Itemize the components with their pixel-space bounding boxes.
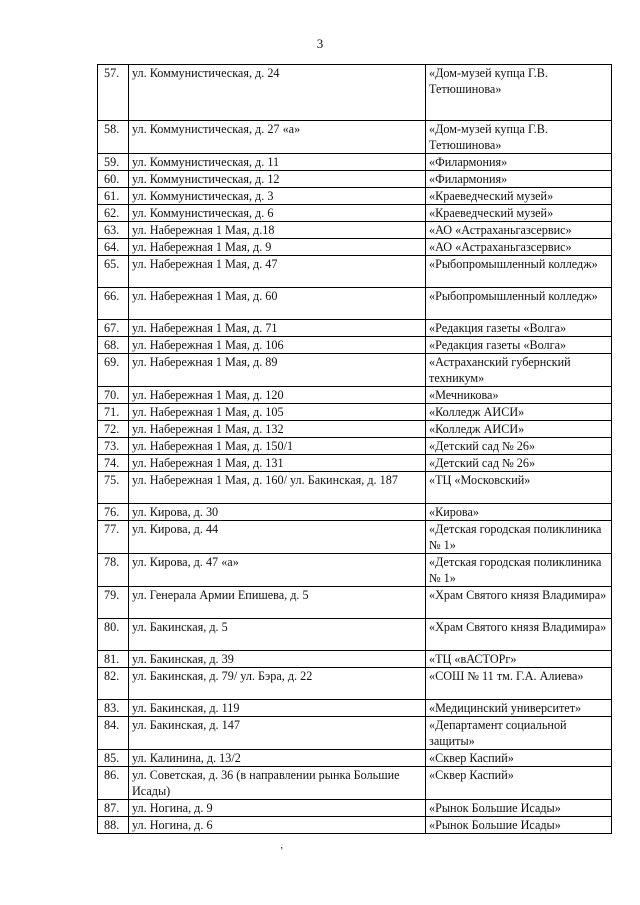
row-stop-name: «СОШ № 11 тм. Г.А. Алиева» xyxy=(426,668,612,700)
row-stop-name: «Сквер Каспий» xyxy=(426,767,612,800)
row-stop-name: «Колледж АИСИ» xyxy=(426,404,612,421)
row-address: ул. Калинина, д. 13/2 xyxy=(129,750,426,767)
row-stop-name: «Детская городская поликлиника № 1» xyxy=(426,521,612,554)
table-row xyxy=(98,700,612,717)
row-stop-name: «Храм Святого князя Владимира» xyxy=(426,619,612,651)
row-address: ул. Коммунистическая, д. 11 xyxy=(129,154,426,171)
row-stop-name: «Колледж АИСИ» xyxy=(426,421,612,438)
row-address: ул. Коммунистическая, д. 12 xyxy=(129,171,426,188)
table-row xyxy=(98,587,612,619)
table-row xyxy=(98,154,612,171)
row-number: 60. xyxy=(98,171,129,188)
row-number: 83. xyxy=(98,700,129,717)
row-stop-name: «Детский сад № 26» xyxy=(426,455,612,472)
row-stop-name: «Рыбопромышленный колледж» xyxy=(426,256,612,288)
table-row xyxy=(98,455,612,472)
row-number: 88. xyxy=(98,817,129,834)
row-number: 58. xyxy=(98,121,129,154)
row-address: ул. Набережная 1 Мая, д. 120 xyxy=(129,387,426,404)
row-number: 70. xyxy=(98,387,129,404)
row-number: 76. xyxy=(98,504,129,521)
row-stop-name: «Краеведческий музей» xyxy=(426,205,612,222)
table-row xyxy=(98,554,612,587)
row-stop-name: «Редакция газеты «Волга» xyxy=(426,320,612,337)
row-number: 79. xyxy=(98,587,129,619)
row-address: ул. Коммунистическая, д. 6 xyxy=(129,205,426,222)
row-address: ул. Кирова, д. 30 xyxy=(129,504,426,521)
row-stop-name: «Детская городская поликлиника № 1» xyxy=(426,554,612,587)
table-row xyxy=(98,171,612,188)
row-number: 61. xyxy=(98,188,129,205)
row-stop-name: «Медицинский университет» xyxy=(426,700,612,717)
table-row xyxy=(98,521,612,554)
row-address: ул. Кирова, д. 47 «а» xyxy=(129,554,426,587)
table-row xyxy=(98,750,612,767)
row-address: ул. Набережная 1 Мая, д. 60 xyxy=(129,288,426,320)
row-address: ул. Ногина, д. 6 xyxy=(129,817,426,834)
row-stop-name: «Краеведческий музей» xyxy=(426,188,612,205)
row-address: ул. Набережная 1 Мая, д. 47 xyxy=(129,256,426,288)
row-number: 66. xyxy=(98,288,129,320)
row-address: ул. Набережная 1 Мая, д. 131 xyxy=(129,455,426,472)
table-row xyxy=(98,222,612,239)
row-stop-name: «Департамент социальной защиты» xyxy=(426,717,612,750)
row-number: 63. xyxy=(98,222,129,239)
row-number: 81. xyxy=(98,651,129,668)
row-address: ул. Советская, д. 36 (в направлении рынка Большие Исады) xyxy=(129,767,426,800)
row-number: 68. xyxy=(98,337,129,354)
table-row xyxy=(98,188,612,205)
row-address: ул. Набережная 1 Мая, д. 89 xyxy=(129,354,426,387)
row-stop-name: «Рынок Большие Исады» xyxy=(426,817,612,834)
table-row xyxy=(98,256,612,288)
row-number: 82. xyxy=(98,668,129,700)
row-stop-name: «Дом-музей купца Г.В. Тетюшинова» xyxy=(426,121,612,154)
row-number: 67. xyxy=(98,320,129,337)
table-row xyxy=(98,619,612,651)
table-row xyxy=(98,472,612,504)
row-address: ул. Ногина, д. 9 xyxy=(129,800,426,817)
row-number: 85. xyxy=(98,750,129,767)
table-row xyxy=(98,767,612,800)
row-address: ул. Бакинская, д. 147 xyxy=(129,717,426,750)
table-row xyxy=(98,717,612,750)
row-number: 84. xyxy=(98,717,129,750)
row-address: ул. Коммунистическая, д. 27 «а» xyxy=(129,121,426,154)
table-row xyxy=(98,651,612,668)
row-number: 75. xyxy=(98,472,129,504)
row-stop-name: «АО «Астраханьгазсервис» xyxy=(426,239,612,256)
stops-table xyxy=(97,64,612,834)
row-stop-name: «ТЦ «вАСТОРг» xyxy=(426,651,612,668)
table-row xyxy=(98,205,612,222)
row-number: 62. xyxy=(98,205,129,222)
row-stop-name: «Мечникова» xyxy=(426,387,612,404)
table-row xyxy=(98,387,612,404)
row-number: 57. xyxy=(98,65,129,121)
stops-table-body xyxy=(98,65,612,834)
row-address: ул. Бакинская, д. 5 xyxy=(129,619,426,651)
row-address: ул. Набережная 1 Мая, д.18 xyxy=(129,222,426,239)
row-stop-name: «Рыбопромышленный колледж» xyxy=(426,288,612,320)
row-address: ул. Коммунистическая, д. 3 xyxy=(129,188,426,205)
row-stop-name: «Филармония» xyxy=(426,154,612,171)
row-address: ул. Набережная 1 Мая, д. 71 xyxy=(129,320,426,337)
table-row xyxy=(98,320,612,337)
row-stop-name: «АО «Астраханьгазсервис» xyxy=(426,222,612,239)
row-number: 69. xyxy=(98,354,129,387)
row-stop-name: «Детский сад № 26» xyxy=(426,438,612,455)
table-row xyxy=(98,337,612,354)
table-row xyxy=(98,404,612,421)
table-row xyxy=(98,504,612,521)
table-row xyxy=(98,438,612,455)
row-address: ул. Набережная 1 Мая, д. 150/1 xyxy=(129,438,426,455)
row-address: ул. Кирова, д. 44 xyxy=(129,521,426,554)
table-row xyxy=(98,239,612,256)
row-address: ул. Коммунистическая, д. 24 xyxy=(129,65,426,121)
row-number: 87. xyxy=(98,800,129,817)
row-address: ул. Набережная 1 Мая, д. 9 xyxy=(129,239,426,256)
row-number: 74. xyxy=(98,455,129,472)
row-number: 73. xyxy=(98,438,129,455)
row-address: ул. Бакинская, д. 79/ ул. Бэра, д. 22 xyxy=(129,668,426,700)
row-number: 86. xyxy=(98,767,129,800)
row-stop-name: «ТЦ «Московский» xyxy=(426,472,612,504)
table-row xyxy=(98,121,612,154)
row-stop-name: «Сквер Каспий» xyxy=(426,750,612,767)
table-row xyxy=(98,354,612,387)
row-stop-name: «Астраханский губернский техникум» xyxy=(426,354,612,387)
table-row xyxy=(98,65,612,121)
scan-mark: ‚ xyxy=(280,840,284,851)
row-address: ул. Набережная 1 Мая, д. 106 xyxy=(129,337,426,354)
row-stop-name: «Рынок Большие Исады» xyxy=(426,800,612,817)
table-row xyxy=(98,800,612,817)
row-address: ул. Набережная 1 Мая, д. 160/ ул. Бакинская, д. 187 xyxy=(129,472,426,504)
row-number: 77. xyxy=(98,521,129,554)
row-number: 65. xyxy=(98,256,129,288)
row-stop-name: «Кирова» xyxy=(426,504,612,521)
table-row xyxy=(98,421,612,438)
row-number: 80. xyxy=(98,619,129,651)
table-row xyxy=(98,817,612,834)
table-row xyxy=(98,668,612,700)
row-number: 59. xyxy=(98,154,129,171)
row-stop-name: «Храм Святого князя Владимира» xyxy=(426,587,612,619)
page-number: 3 xyxy=(316,36,324,51)
row-stop-name: «Филармония» xyxy=(426,171,612,188)
row-address: ул. Набережная 1 Мая, д. 132 xyxy=(129,421,426,438)
row-number: 78. xyxy=(98,554,129,587)
row-stop-name: «Дом-музей купца Г.В. Тетюшинова» xyxy=(426,65,612,121)
row-number: 64. xyxy=(98,239,129,256)
row-number: 72. xyxy=(98,421,129,438)
row-stop-name: «Редакция газеты «Волга» xyxy=(426,337,612,354)
row-number: 71. xyxy=(98,404,129,421)
row-address: ул. Генерала Армии Епишева, д. 5 xyxy=(129,587,426,619)
row-address: ул. Бакинская, д. 39 xyxy=(129,651,426,668)
row-address: ул. Набережная 1 Мая, д. 105 xyxy=(129,404,426,421)
table-row xyxy=(98,288,612,320)
row-address: ул. Бакинская, д. 119 xyxy=(129,700,426,717)
